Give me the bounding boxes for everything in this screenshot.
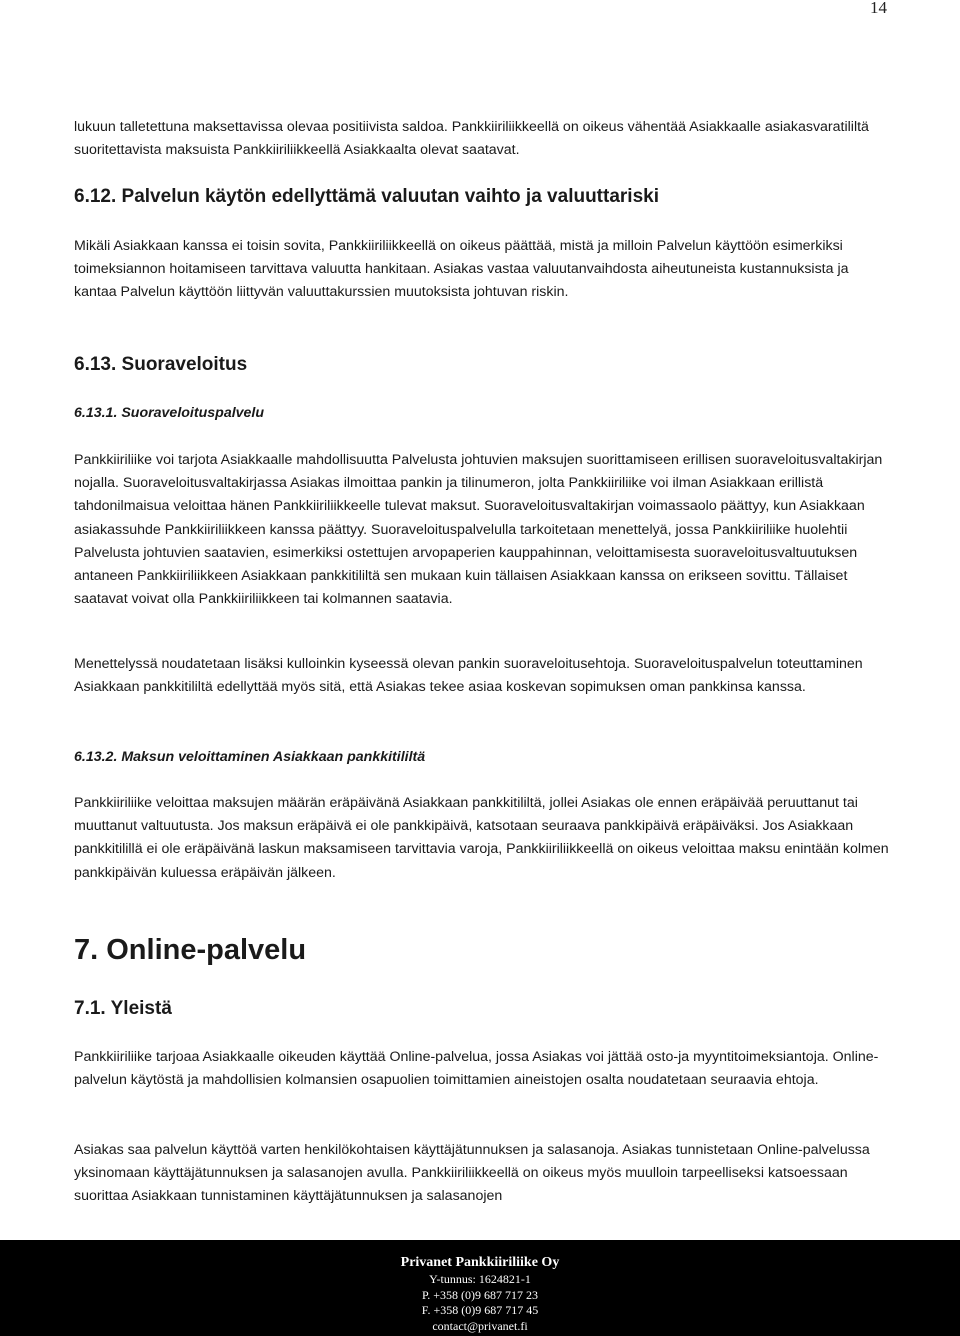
footer-phone: P. +358 (0)9 687 717 23 xyxy=(421,1287,539,1302)
paragraph-6-12: Mikäli Asiakkaan kanssa ei toisin sovita, Pankkiiriliikkeellä on oikeus päättää, mistä ja milloin Palvelun käyttöön esimerkiksi toimeksiannon hoitamiseen tarvittava valuutta hankitaan. Asiakas vastaa valuutanvaihdosta aiheutuneista kustannuksista ja kantaa Palvelun käyttöön liittyvän valuuttakurssien muutoksista johtuvan riskin. xyxy=(74,238,849,301)
paragraph-6-13-1-a: Pankkiiriliike voi tarjota Asiakkaalle mahdollisuutta Palvelusta johtuvien maksujen suorittamiseen erillisen suoraveloitusvaltakirjan nojalla. Suoraveloitusvaltakirjassa Asiakas ilmoittaa pankin ja tilinumeron, jolta Pankkiiriliike voi ilman Asiakkaan erillistä tahdonilmaisua veloittaa hänen Pankkiiriliikkeelle tulevat maksut. Suoraveloitusvaltakirjan voimassaolo päättyy, kun Asiakkaan asiakassuhde Pankkiiriliikkeen kanssa päättyy. Suoraveloituspalvelulla tarkoitetaan menettelyä, jossa Pankkiiriliike huolehtii Palvelusta johtuvien saatavien, esimerkiksi ostettujen arvopaperien kauppahinnan, veloittamisesta suoraveloitusvaltuutuksen antaneen Pankkiiriliikkeen Asiakkaan pankkitililtä sen mukaan kuin tällaisen Asiakkaan kanssa on erikseen sovittu. Tällaiset saatavat voivat olla Pankkiiriliikkeen tai kolmannen saatavia. xyxy=(74,452,883,608)
footer xyxy=(0,1240,960,1336)
paragraph-6-13-1-b: Menettelyssä noudatetaan lisäksi kulloinkin kyseessä olevan pankin suoraveloitusehtoja. Suoraveloituspalvelun toteuttaminen Asiakkaan pankkitililtä edellyttää myös sitä, että Asiakas tekee asiaa koskevan sopimuksen oman pankkinsa kanssa. xyxy=(74,656,863,696)
intro-paragraph: lukuun talletettuna maksettavissa olevaa positiivista saldoa. Pankkiiriliikkeellä on oikeus vähentää Asiakkaalle asiakasvaratililtä suoritettavista maksuista Pankkiiriliikkeellä Asiakkaalta olevat saatavat. xyxy=(74,119,869,159)
page-number: 14 xyxy=(870,0,887,17)
paragraph-6-13-2: Pankkiiriliike veloittaa maksujen määrän eräpäivänä Asiakkaan pankkitililtä, jollei Asiakas ole ennen eräpäivää peruuttanut tai muuttanut valtuutusta. Jos maksun eräpäivä ei ole pankkipäivä, katsotaan seuraava pankkipäivä eräpäiväksi. Jos Asiakkaan pankkitilillä ei ole eräpäivänä laskun maksamiseen tarvittavia varoja, Pankkiiriliikkeellä on oikeus veloittaa maksu enintään kolmen pankkipäivän kuluessa eräpäivän jälkeen. xyxy=(74,795,889,881)
heading-7: 7. Online-palvelu xyxy=(74,934,307,966)
heading-6-13: 6.13. Suoraveloitus xyxy=(74,354,248,375)
heading-7-1: 7.1. Yleistä xyxy=(74,998,172,1019)
footer-fax: F. +358 (0)9 687 717 45 xyxy=(421,1303,539,1317)
paragraph-7-1-b: Asiakas saa palvelun käyttöä varten henkilökohtaisen käyttäjätunnuksen ja salasanoja. Asiakas tunnistetaan Online-palvelussa yksinomaan käyttäjätunnuksen ja salasanojen avulla. Pankkiiriliikkeellä on oikeus myös muulloin tarpeelliseksi katsoessaan suorittaa Asiakkaan tunnistaminen käyttäjätunnuksen ja salasanojen xyxy=(74,1142,870,1205)
heading-6-12: 6.12. Palvelun käytön edellyttämä valuutan vaihto ja valuuttariski xyxy=(74,186,659,207)
paragraph-7-1-a: Pankkiiriliike tarjoaa Asiakkaalle oikeuden käyttää Online-palvelua, jossa Asiakas voi jättää osto-ja myyntitoimeksiantoja. Online-palvelun käytöstä ja mahdollisien kolmansien osapuolien toimittamien aineistojen osalta noudatetaan seuraavia ehtoja. xyxy=(74,1049,879,1089)
heading-6-13-1: 6.13.1. Suoraveloituspalvelu xyxy=(74,405,265,421)
footer-business-id: Y-tunnus: 1624821-1 xyxy=(429,1272,531,1286)
heading-6-13-2: 6.13.2. Maksun veloittaminen Asiakkaan pankkitililtä xyxy=(74,749,426,765)
footer-company: Privanet Pankkiiriliike Oy xyxy=(400,1255,560,1270)
footer-email[interactable]: contact@privanet.fi xyxy=(432,1318,528,1333)
